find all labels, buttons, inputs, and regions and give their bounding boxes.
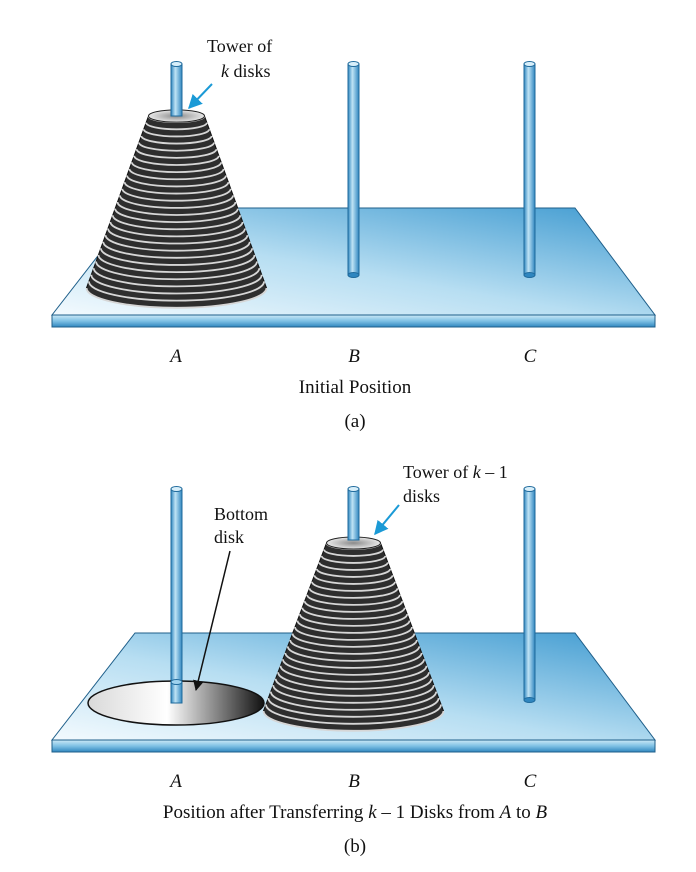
- caption-b: Position after Transferring k – 1 Disks from A to B: [162, 802, 548, 823]
- callout-arrow-a: [189, 84, 212, 108]
- peg-b-a: [348, 62, 359, 278]
- peg-b-b: [348, 487, 359, 541]
- sublabel-b: (b): [343, 836, 367, 857]
- peg-label-a-b: A: [170, 771, 182, 792]
- peg-a-b: [171, 487, 182, 698]
- panel-a: [52, 36, 655, 432]
- peg-label-c-b: C: [523, 771, 537, 792]
- callout-tower-k-line1: Tower of: [207, 36, 273, 56]
- peg-label-a-a: A: [170, 346, 182, 367]
- peg-a-b-lower: [171, 682, 182, 703]
- peg-c-a: [524, 62, 535, 278]
- callout-tower-k-line2: k disks: [221, 61, 271, 81]
- peg-label-c-a: C: [523, 346, 537, 367]
- caption-a: Initial Position: [298, 377, 412, 398]
- peg-label-b-b: B: [348, 771, 360, 792]
- panel-b: [52, 462, 655, 857]
- callout-tower-k1-line2: disks: [403, 486, 441, 506]
- callout-tower-k1-line1: Tower of k – 1: [403, 462, 508, 482]
- peg-a-a: [171, 62, 182, 117]
- sublabel-a: (a): [344, 411, 366, 432]
- callout-arrow-b-tower: [375, 505, 399, 534]
- peg-label-b-a: B: [348, 346, 360, 367]
- callout-bottom-line1: Bottom: [214, 504, 269, 524]
- board-edge-b: [52, 740, 655, 752]
- callout-bottom-line2: disk: [214, 527, 245, 547]
- peg-a-b-collar: [171, 680, 182, 685]
- board-edge-a: [52, 315, 655, 327]
- peg-c-b: [524, 487, 535, 703]
